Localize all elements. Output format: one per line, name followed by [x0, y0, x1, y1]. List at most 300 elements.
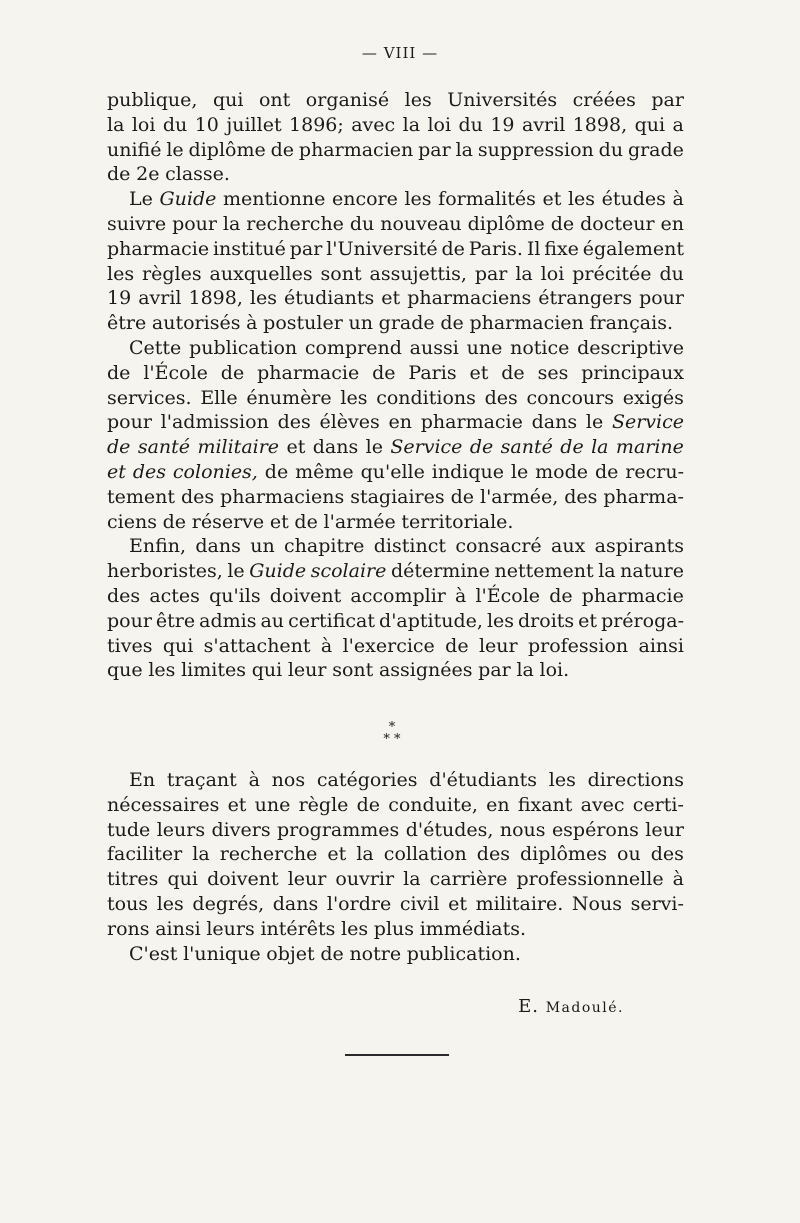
word: l'Université [326, 237, 438, 260]
word: pharmaciens [407, 287, 532, 310]
word: étrangers [538, 287, 633, 310]
word: consacré [455, 535, 542, 558]
text-line [107, 460, 684, 485]
word: Enfin, [129, 535, 187, 558]
word: nouveau [380, 212, 462, 235]
word: de [107, 436, 131, 459]
word: qu'elle [360, 460, 425, 483]
word: catégories [316, 769, 418, 791]
word: limites [181, 659, 246, 682]
word: de [107, 163, 131, 186]
word: comprend [304, 336, 402, 359]
word: docteur [580, 212, 655, 235]
asterism-bottom: * * [383, 732, 401, 747]
word: aux [551, 535, 586, 558]
word: avril [521, 113, 566, 136]
word: ou [617, 843, 641, 866]
word: la [455, 138, 473, 161]
word: de [372, 361, 396, 384]
word: profession [527, 634, 629, 657]
word: Service [611, 411, 684, 434]
word: les [404, 89, 432, 111]
word: nettement [494, 560, 594, 583]
word: diplôme [188, 138, 266, 161]
word: en [660, 212, 684, 235]
text-line [107, 311, 684, 336]
word: la [598, 560, 616, 583]
word: en [486, 793, 510, 816]
page-number: — VIII — [361, 44, 439, 62]
word: l'ordre [326, 892, 392, 915]
word: de [270, 138, 295, 161]
word: par [289, 237, 323, 260]
asterism-top: * [388, 720, 396, 735]
word: organisé [305, 89, 390, 111]
word: qui [167, 868, 198, 891]
word: tous [107, 892, 149, 915]
word: colonies, [172, 460, 258, 483]
word: d'étudiants [429, 769, 537, 791]
word: aussi [409, 336, 459, 359]
word: services. [107, 386, 192, 409]
word: notre [349, 942, 402, 965]
word: des [484, 386, 518, 409]
word: études [601, 188, 666, 211]
word: auxquelles [209, 262, 313, 285]
word: réserve [191, 510, 265, 533]
word: leurs [206, 917, 255, 940]
word: pharmacie [107, 237, 210, 260]
word: de [550, 212, 575, 235]
word: ouvrir [335, 868, 395, 891]
word: pharma- [603, 485, 684, 508]
word: les [567, 188, 596, 211]
word: l'unique [183, 942, 261, 965]
word: par [651, 89, 684, 111]
word: d'études, [405, 818, 494, 841]
word: les [156, 892, 184, 915]
word: nous [499, 818, 546, 841]
word: 19 [490, 113, 515, 136]
word: assujettis, [369, 262, 467, 285]
word: mode [535, 460, 589, 483]
main-text-block [107, 88, 684, 683]
word: à [672, 868, 684, 891]
word: nécessaires [107, 793, 220, 816]
word: des [180, 485, 215, 508]
word: à [320, 634, 333, 657]
text-line [107, 917, 684, 942]
word: descriptive [577, 336, 684, 359]
word: règle [298, 793, 349, 816]
word: qui [634, 113, 666, 136]
word: leur [478, 634, 518, 657]
word: du [659, 262, 684, 285]
word: 19 [107, 287, 132, 310]
word: espérons [551, 818, 639, 841]
word: collation [383, 843, 467, 866]
text-line [107, 88, 684, 113]
text-line [107, 286, 684, 311]
closing-text-block [107, 768, 684, 966]
word: ainsi [155, 917, 201, 940]
word: titres [107, 868, 159, 891]
word: pour [639, 287, 684, 310]
word: leur [287, 659, 327, 682]
word: formalités [438, 188, 536, 211]
word: unifié [107, 138, 162, 161]
word: de [356, 793, 381, 816]
word: être [107, 312, 147, 335]
word: une [466, 336, 503, 359]
word: de [220, 361, 245, 384]
word: Guide [249, 560, 307, 583]
word: grade [378, 312, 435, 335]
word: pharmacie [581, 584, 684, 607]
word: Guide [159, 188, 217, 211]
word: pour [172, 212, 217, 235]
word: fixe [544, 237, 579, 260]
word: précitée [572, 262, 652, 285]
word: a [672, 113, 684, 136]
word: et [542, 188, 562, 211]
word: dans [531, 411, 578, 434]
word: concours [526, 386, 614, 409]
word: du [162, 113, 188, 136]
text-line [107, 386, 684, 411]
text-line [107, 435, 684, 460]
word: le [585, 411, 604, 434]
word: civil [399, 892, 440, 915]
word: Universités [447, 89, 558, 111]
word: 10 [194, 113, 219, 136]
text-line [107, 768, 684, 793]
text-line [107, 361, 684, 386]
word: de [294, 510, 318, 533]
text-line [107, 942, 684, 967]
word: qui [251, 659, 283, 682]
word: avril [138, 287, 182, 310]
word: la [402, 113, 421, 136]
word: la [107, 113, 125, 136]
word: et [381, 287, 401, 310]
word: accomplir [350, 584, 446, 607]
word: droits [518, 609, 575, 632]
word: un [348, 312, 373, 335]
word: dans [195, 535, 241, 558]
word: français. [589, 312, 673, 335]
word: fixant [517, 793, 573, 816]
word: la [591, 436, 609, 459]
word: pharmacien [298, 138, 414, 161]
word: de [320, 942, 344, 965]
word: les [107, 262, 135, 285]
signature-surname: Madoulé. [545, 1000, 624, 1016]
text-line [107, 584, 684, 609]
text-line [107, 336, 684, 361]
word: loi [427, 113, 452, 136]
word: santé [500, 436, 553, 459]
text-line [107, 559, 684, 584]
word: degrés, [192, 892, 265, 915]
word: pharmaciens [220, 485, 345, 508]
word: avec [351, 113, 396, 136]
word: Le [129, 188, 153, 211]
text-line [107, 212, 684, 237]
word: les [404, 188, 432, 211]
word: avec [580, 793, 625, 816]
text-line [107, 634, 684, 659]
word: recherche [246, 212, 344, 235]
word: de [560, 436, 584, 459]
word: le [365, 436, 383, 459]
word: ont [258, 89, 291, 111]
text-line [107, 262, 684, 287]
text-line [107, 534, 684, 559]
word: certi- [632, 793, 684, 816]
word: Paris. [468, 237, 523, 260]
word: servi- [630, 892, 684, 915]
word: des [564, 485, 598, 508]
word: le [227, 560, 245, 583]
word: et [227, 793, 247, 816]
word: exigés [622, 386, 684, 409]
word: sont [332, 659, 374, 682]
word: s'attachent [203, 634, 311, 657]
word: les [548, 769, 576, 791]
word: encore [331, 188, 398, 211]
word: la [515, 262, 533, 285]
text-line [107, 842, 684, 867]
text-line [107, 485, 684, 510]
word: en [388, 411, 413, 434]
word: chapitre [284, 535, 365, 558]
word: dans [272, 892, 319, 915]
text-line [107, 867, 684, 892]
word: certificat [288, 609, 376, 632]
author-signature [518, 996, 624, 1017]
word: que [107, 659, 143, 682]
word: à [455, 584, 467, 607]
word: doivent [269, 584, 342, 607]
word: l'armée [323, 510, 396, 533]
word: 1898, [572, 113, 628, 136]
word: carrière [429, 868, 508, 891]
word: notice [510, 336, 570, 359]
word: leur [287, 868, 327, 891]
text-line [107, 658, 684, 683]
word: à [246, 312, 258, 335]
word: 2e [136, 163, 160, 186]
word: et [327, 843, 347, 866]
word: aspirants [594, 535, 684, 558]
word: divers [211, 818, 271, 841]
word: scolaire [310, 560, 387, 583]
text-line [107, 237, 684, 262]
word: objet [266, 942, 315, 965]
text-line [107, 818, 684, 843]
word: élèves [319, 411, 380, 434]
word: l'exercice [342, 634, 435, 657]
word: de [501, 361, 525, 384]
word: la [403, 868, 421, 891]
word: à [672, 188, 684, 211]
word: qu'ils [209, 584, 261, 607]
text-line [107, 162, 684, 187]
word: l'École [475, 584, 541, 607]
text-line [107, 609, 684, 634]
word: nos [271, 769, 306, 791]
word: pharmacien [469, 312, 584, 335]
word: le [166, 138, 184, 161]
word: de [549, 584, 573, 607]
word: rons [107, 917, 150, 940]
word: tement [107, 485, 176, 508]
word: de [107, 361, 131, 384]
word: énumère [246, 386, 332, 409]
word: En [129, 769, 156, 791]
word: tives [107, 634, 153, 657]
text-line [107, 410, 684, 435]
word: une [254, 793, 291, 816]
word: la [356, 843, 374, 866]
word: immédiats. [419, 917, 527, 940]
word: et [448, 892, 467, 915]
word: règles [142, 262, 202, 285]
word: nature [620, 560, 684, 583]
word: C'est [129, 942, 178, 965]
word: pour [107, 411, 152, 434]
word: et [286, 436, 306, 459]
word: militaire. [475, 892, 564, 915]
word: un [250, 535, 275, 558]
word: juillet [226, 113, 282, 136]
word: loi. [539, 659, 570, 682]
word: institué [212, 237, 286, 260]
word: actes [149, 584, 200, 607]
word: les [486, 609, 515, 632]
word: pharmacie [257, 361, 360, 384]
word: et [578, 609, 598, 632]
word: l'armée, [480, 485, 559, 508]
word: et [469, 361, 489, 384]
word: Il [526, 237, 541, 260]
word: du [458, 113, 483, 136]
word: pour [107, 609, 152, 632]
word: publication. [406, 942, 521, 965]
word: pharmacie [420, 411, 523, 434]
word: de [594, 460, 619, 483]
word: l'École [143, 361, 208, 384]
word: conditions [376, 386, 476, 409]
word: de [469, 436, 494, 459]
word: loi [131, 113, 156, 136]
word: ciens [107, 510, 157, 533]
word: qui [212, 89, 244, 111]
word: Nous [571, 892, 622, 915]
word: des [476, 843, 510, 866]
word: santé [137, 436, 191, 459]
word: au [260, 609, 285, 632]
word: distinct [373, 535, 446, 558]
word: diplôme [467, 212, 545, 235]
word: territoriale. [401, 510, 514, 533]
word: loi [540, 262, 565, 285]
word: autorisés [151, 312, 241, 335]
word: postuler [263, 312, 343, 335]
text-line [107, 138, 684, 163]
word: grade [627, 138, 684, 161]
word: les [148, 659, 176, 682]
word: les [249, 287, 277, 310]
word: être [155, 609, 196, 632]
word: leur [645, 818, 684, 841]
word: de [441, 237, 465, 260]
word: dans [312, 436, 359, 459]
section-separator-asterism [372, 722, 412, 746]
word: professionnelle [516, 868, 664, 891]
word: détermine [390, 560, 490, 583]
word: intérêts [260, 917, 336, 940]
word: le [510, 460, 529, 483]
word: publication [189, 336, 298, 359]
word: Cette [129, 336, 182, 359]
word: préroga- [601, 609, 684, 632]
closing-rule [345, 1054, 449, 1056]
word: indique [431, 460, 504, 483]
text-line [107, 113, 684, 138]
word: et [107, 460, 126, 483]
word: Elle [200, 386, 238, 409]
word: 1898, [188, 287, 243, 310]
word: sont [320, 262, 362, 285]
word: du [349, 212, 375, 235]
word: étudiants [283, 287, 375, 310]
word: programmes [277, 818, 400, 841]
word: et [269, 510, 289, 533]
word: assignées [378, 659, 473, 682]
word: classe. [165, 163, 230, 186]
word: traçant [166, 769, 237, 791]
text-line [107, 892, 684, 917]
word: d'aptitude, [379, 609, 483, 632]
word: 1896; [289, 113, 344, 136]
word: de [450, 485, 475, 508]
word: suivre [107, 212, 167, 235]
word: même [295, 460, 354, 483]
word: créées [572, 89, 636, 111]
word: militaire [197, 436, 280, 459]
word: par [478, 659, 511, 682]
word: publique, [107, 89, 198, 111]
word: du [598, 138, 624, 161]
word: herboristes, [107, 560, 223, 583]
word: doivent [207, 868, 279, 891]
word: la [516, 659, 534, 682]
word: les [341, 917, 369, 940]
word: de [162, 510, 187, 533]
word: plus [373, 917, 415, 940]
word: tude [107, 818, 151, 841]
word: de [445, 634, 469, 657]
word: ses [537, 361, 569, 384]
word: des [650, 843, 684, 866]
word: qui [162, 634, 194, 657]
word: des [107, 584, 141, 607]
word: diplômes [520, 843, 607, 866]
word: par [474, 262, 508, 285]
word: recru- [625, 460, 684, 483]
